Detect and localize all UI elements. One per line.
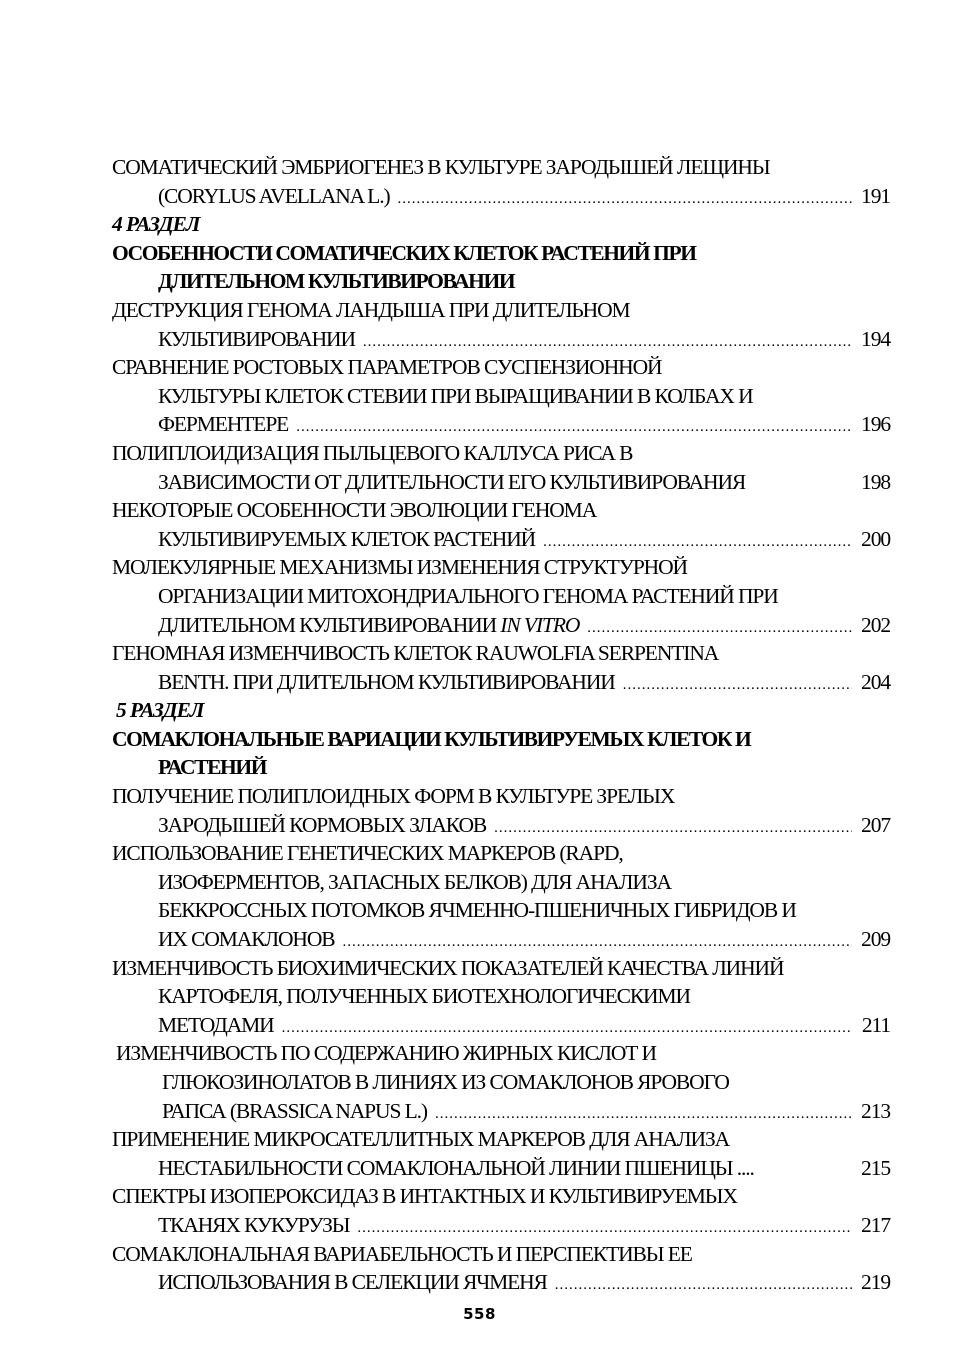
- page-number: 558: [463, 1305, 496, 1323]
- toc-entry-last-line: [112, 611, 890, 640]
- toc-entry-title-line: ИЗМЕНЧИВОСТЬ ПО СОДЕРЖАНИЮ ЖИРНЫХ КИСЛОТ И: [116, 1041, 656, 1066]
- toc-entry-mitochondrial-genome-mechanisms: [112, 553, 890, 639]
- toc-page-number: 213: [861, 1098, 890, 1123]
- toc-page-number: 196: [861, 412, 890, 437]
- toc-page-number: 217: [861, 1212, 890, 1237]
- dot-leader: [587, 614, 852, 643]
- toc-entry-title-line: ПОЛУЧЕНИЕ ПОЛИПЛОИДНЫХ ФОРМ В КУЛЬТУРЕ ЗРЕЛЫХ: [112, 784, 675, 809]
- toc-page-number: 194: [861, 326, 890, 351]
- toc-entry-title-line: ПОЛИПЛОИДИЗАЦИЯ ПЫЛЬЦЕВОГО КАЛЛУСА РИСА В: [112, 440, 633, 465]
- toc-page-number: 202: [861, 612, 890, 637]
- toc-entry-title-line: НЕКОТОРЫЕ ОСОБЕННОСТИ ЭВОЛЮЦИИ ГЕНОМА: [112, 498, 597, 523]
- toc-entry-microsatellite-markers-wheat: [112, 1125, 890, 1182]
- toc-entry-title-line: БЕККРОССНЫХ ПОТОМКОВ ЯЧМЕННО-ПШЕНИЧНЫХ ГИБРИДОВ И: [158, 898, 796, 923]
- toc-entry-title-end: BENTH. ПРИ ДЛИТЕЛЬНОМ КУЛЬТИВИРОВАНИИ: [158, 669, 615, 694]
- toc-entry-title-end: (CORYLUS AVELLANA L.): [158, 183, 390, 208]
- toc-page-number: 209: [861, 927, 890, 952]
- toc-entry-polyploid-forms-grasses: [112, 782, 890, 839]
- toc-entry-last-line: [112, 468, 890, 497]
- toc-entry-title-end: ФЕРМЕНТЕРЕ: [158, 412, 289, 437]
- toc-entry-title-line: ОРГАНИЗАЦИИ МИТОХОНДРИАЛЬНОГО ГЕНОМА РАСТЕНИЙ ПРИ: [158, 583, 778, 608]
- toc-entry-last-line: [112, 410, 890, 439]
- toc-entry-title-end: МЕТОДАМИ: [158, 1012, 274, 1037]
- toc-entry-title-end: ЗАВИСИМОСТИ ОТ ДЛИТЕЛЬНОСТИ ЕГО КУЛЬТИВИРОВАНИЯ: [158, 469, 746, 494]
- toc-entry-title-line: ИЗМЕНЧИВОСТЬ БИОХИМИЧЕСКИХ ПОКАЗАТЕЛЕЙ КАЧЕСТВА ЛИНИЙ: [112, 955, 784, 980]
- toc-entry-title-end: КУЛЬТИВИРУЕМЫХ КЛЕТОК РАСТЕНИЙ: [158, 526, 536, 551]
- dot-leader: [543, 528, 852, 557]
- section-title-line: ДЛИТЕЛЬНОМ КУЛЬТИВИРОВАНИИ: [158, 269, 515, 294]
- toc-entry-title-line: КАРТОФЕЛЯ, ПОЛУЧЕННЫХ БИОТЕХНОЛОГИЧЕСКИМИ: [158, 984, 690, 1009]
- toc-entry-title-end: ТКАНЯХ КУКУРУЗЫ: [158, 1212, 350, 1237]
- toc-page-number: 198: [861, 469, 890, 494]
- toc-page-number: 207: [861, 812, 890, 837]
- dot-leader: [435, 1100, 852, 1129]
- toc-entry-title-line: ГЕНОМНАЯ ИЗМЕНЧИВОСТЬ КЛЕТОК RAUWOLFIA SERPENTINA: [112, 641, 719, 666]
- dot-leader: [296, 413, 852, 442]
- dot-leader: [494, 814, 852, 843]
- toc-entry-title-line: СОМАКЛОНАЛЬНАЯ ВАРИАБЕЛЬНОСТЬ И ПЕРСПЕКТИВЫ ЕЕ: [112, 1241, 692, 1266]
- toc-entry-title-line: СРАВНЕНИЕ РОСТОВЫХ ПАРАМЕТРОВ СУСПЕНЗИОННОЙ: [112, 355, 662, 380]
- toc-entry-somatic-embryogenesis-hazel: [112, 153, 890, 210]
- dot-leader: [357, 1214, 852, 1243]
- toc-entry-last-line: [112, 668, 890, 697]
- dot-leader: [398, 185, 852, 214]
- toc-entry-title-line: ДЕСТРУКЦИЯ ГЕНОМА ЛАНДЫША ПРИ ДЛИТЕЛЬНОМ: [112, 297, 630, 322]
- toc-entry-title-end: КУЛЬТИВИРОВАНИИ: [158, 326, 355, 351]
- toc-entry-title-line: ПРИМЕНЕНИЕ МИКРОСАТЕЛЛИТНЫХ МАРКЕРОВ ДЛЯ АНАЛИЗА: [112, 1127, 730, 1152]
- toc-entry-title-end: ИСПОЛЬЗОВАНИЯ В СЕЛЕКЦИИ ЯЧМЕНЯ: [158, 1270, 547, 1295]
- toc-entry-potato-biochemical-variability: [112, 954, 890, 1040]
- dot-leader: [342, 928, 852, 957]
- toc-entry-last-line: [112, 182, 890, 211]
- toc-entry-last-line: [112, 1011, 890, 1040]
- toc-page-number: 219: [861, 1270, 890, 1295]
- toc-page-number: 211: [861, 1012, 890, 1037]
- toc-page-number: 191: [861, 183, 890, 208]
- section-title-line: СОМАКЛОНАЛЬНЫЕ ВАРИАЦИИ КУЛЬТИВИРУЕМЫХ КЛЕТОК И: [112, 726, 751, 751]
- toc-entry-rauwolfia-genomic-variability: [112, 639, 890, 696]
- section-title-line: ОСОБЕННОСТИ СОМАТИЧЕСКИХ КЛЕТОК РАСТЕНИЙ ПРИ: [112, 240, 696, 265]
- toc-entry-title-end: ИХ СОМАКЛОНОВ: [158, 927, 335, 952]
- toc-entry-title-end: ЗАРОДЫШЕЙ КОРМОВЫХ ЗЛАКОВ: [158, 812, 487, 837]
- section-5-label: 5 РАЗДЕЛ: [116, 698, 204, 723]
- dot-leader: [282, 1014, 852, 1043]
- toc-entry-title-end: НЕСТАБИЛЬНОСТИ СОМАКЛОНАЛЬНОЙ ЛИНИИ ПШЕНИЦЫ ....: [158, 1155, 754, 1180]
- toc-entry-isoperoxidase-spectra-maize: [112, 1182, 890, 1239]
- dot-leader: [623, 671, 852, 700]
- toc-entry-last-line: [112, 325, 890, 354]
- toc-page-number: 200: [861, 526, 890, 551]
- toc-entry-last-line: [112, 1211, 890, 1240]
- section-5-title: [112, 725, 890, 782]
- toc-entry-rapeseed-fatty-acids: [116, 1039, 890, 1125]
- table-of-contents: [112, 153, 890, 1297]
- toc-entry-title-line: СОМАТИЧЕСКИЙ ЭМБРИОГЕНЕЗ В КУЛЬТУРЕ ЗАРОДЫШЕЙ ЛЕЩИНЫ: [112, 155, 770, 179]
- toc-entry-title-line: ИЗОФЕРМЕНТОВ, ЗАПАСНЫХ БЕЛКОВ) ДЛЯ АНАЛИЗА: [158, 869, 671, 894]
- toc-entry-title-line: ИСПОЛЬЗОВАНИЕ ГЕНЕТИЧЕСКИХ МАРКЕРОВ (RAPD,: [112, 841, 623, 866]
- toc-entry-title-line: МОЛЕКУЛЯРНЫЕ МЕХАНИЗМЫ ИЗМЕНЕНИЯ СТРУКТУРНОЙ: [112, 555, 687, 580]
- toc-entry-stevia-growth-parameters: [112, 353, 890, 439]
- toc-entry-title-line: КУЛЬТУРЫ КЛЕТОК СТЕВИИ ПРИ ВЫРАЩИВАНИИ В КОЛБАХ И: [158, 383, 753, 408]
- toc-entry-last-line: [112, 1154, 890, 1183]
- dot-leader: [555, 1271, 852, 1300]
- toc-entry-lily-genome-destruction: [112, 296, 890, 353]
- section-4-label: 4 РАЗДЕЛ: [112, 212, 200, 237]
- toc-entry-title-end: РАПСА (BRASSICA NAPUS L.): [162, 1098, 427, 1123]
- toc-entry-title-end-text: ДЛИТЕЛЬНОМ КУЛЬТИВИРОВАНИИ: [158, 612, 497, 637]
- toc-entry-last-line: [112, 925, 890, 954]
- dot-leader: [363, 328, 852, 357]
- toc-entry-genome-evolution: [112, 496, 890, 553]
- toc-entry-title-line: СПЕКТРЫ ИЗОПЕРОКСИДАЗ В ИНТАКТНЫХ И КУЛЬТИВИРУЕМЫХ: [112, 1184, 737, 1209]
- toc-entry-last-line: [116, 1097, 890, 1126]
- section-4-title: [112, 239, 890, 296]
- toc-entry-genetic-markers-hybrids: [112, 839, 890, 953]
- section-title-line: РАСТЕНИЙ: [158, 755, 267, 780]
- toc-entry-last-line: [112, 525, 890, 554]
- toc-entry-title-line: ГЛЮКОЗИНОЛАТОВ В ЛИНИЯХ ИЗ СОМАКЛОНОВ ЯРОВОГО: [162, 1070, 729, 1094]
- toc-page-number: 215: [861, 1155, 890, 1180]
- toc-entry-last-line: [112, 1268, 890, 1297]
- toc-entry-last-line: [112, 811, 890, 840]
- toc-entry-title-end: [158, 611, 579, 640]
- toc-entry-somaclonal-variability-barley: [112, 1240, 890, 1297]
- italic-term: IN VITRO: [500, 612, 580, 637]
- toc-page-number: 204: [861, 669, 890, 694]
- toc-entry-rice-callus-polyploidization: [112, 439, 890, 496]
